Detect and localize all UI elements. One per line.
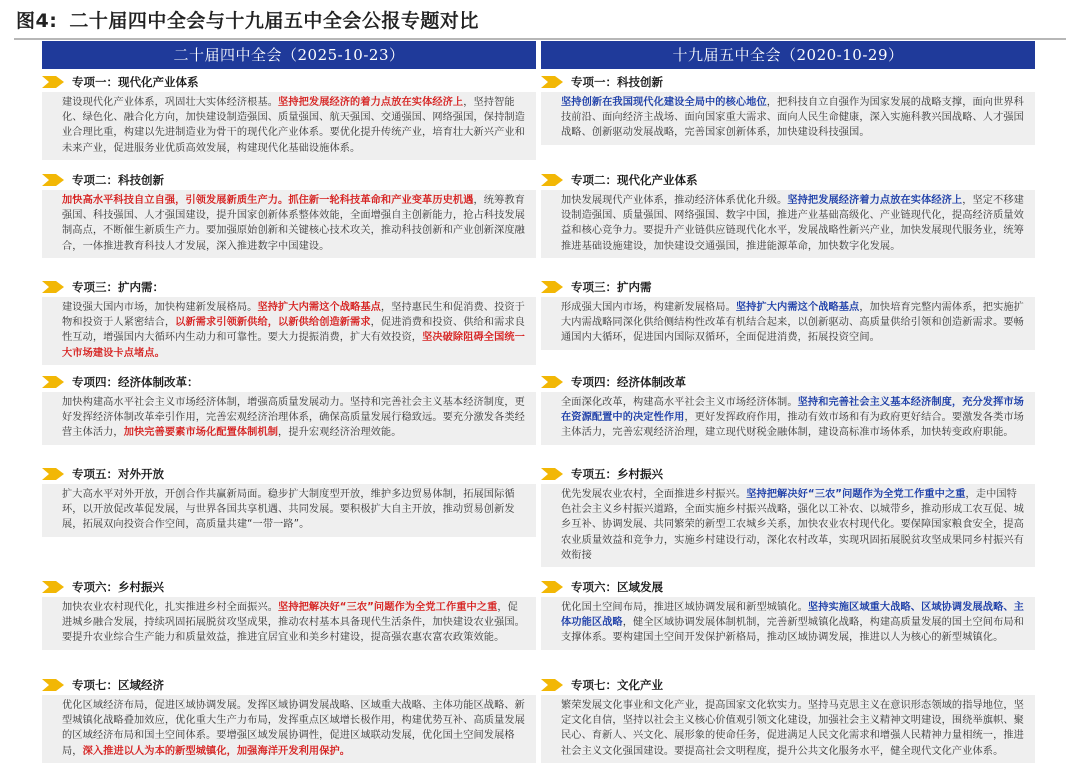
right-column-header: 十九届五中全会（2020-10-29） <box>541 41 1035 69</box>
topic-body <box>541 297 1035 350</box>
highlight-text: 坚持创新在我国现代化建设全局中的核心地位 <box>561 97 767 108</box>
topic-body <box>541 190 1035 258</box>
body-text: ，促进城乡融合发展，持续巩固拓展脱贫攻坚成果，推动农村基本具备现代生活条件，加快建设农业强国。要提升农业综合生产能力和质量效益，推进宜居宜业和美乡村建设，提高强农惠农富农政策效能。 <box>62 602 525 644</box>
topic-heading-text: 专项七：文化产业 <box>571 678 663 692</box>
topic-heading <box>541 72 1035 92</box>
highlight-text: 坚决破除阻碍全国统一大市场建设卡点堵点。 <box>62 332 525 359</box>
right-topic-4 <box>541 372 1035 445</box>
left-topic-5 <box>42 464 536 537</box>
figure-title-text: 二十届四中全会与十九届五中全会公报专题对比 <box>69 10 479 32</box>
body-text: 优先发展农业农村，全面推进乡村振兴。 <box>561 489 747 500</box>
topic-heading-text: 专项二：现代化产业体系 <box>571 173 698 187</box>
chevron-arrow-icon <box>42 174 66 186</box>
topic-heading <box>541 170 1035 190</box>
body-text: ，更好发挥政府作用，推动有效市场和有为政府更好结合。要激发各类市场主体活力，完善宏观经济治理，建立现代财税金融体制，建设高标准市场体系，加快转变政府职能。 <box>561 412 1024 439</box>
body-text: 建设现代化产业体系，巩固壮大实体经济根基。 <box>62 97 279 108</box>
topic-heading-text: 专项六：区域发展 <box>571 580 663 594</box>
body-text: ，加快培育完整内需体系，把实施扩大内需战略同深化供给侧结构性改革有机结合起来，以创新驱动、高质量供给引领和创造新需求。要畅通国内大循环，促进国内国际双循环，全面促进消费，拓展投资空间。 <box>561 302 1024 344</box>
topic-body <box>42 92 536 160</box>
body-text: ，把科技自立自强作为国家发展的战略支撑，面向世界科技前沿、面向经济主战场、面向国家重大需求、面向人民生命健康，深入实施科教兴国战略、人才强国战略、创新驱动发展战略，完善国家创新体系，加快建设科技强国。 <box>561 97 1024 139</box>
topic-heading-text: 专项四：经济体制改革 <box>571 375 686 389</box>
topic-heading-text: 专项七：区域经济 <box>72 678 164 692</box>
left-topic-4 <box>42 372 536 445</box>
topic-heading <box>42 72 536 92</box>
left-topic-7 <box>42 675 536 763</box>
chevron-arrow-icon <box>42 376 66 388</box>
body-text: 全面深化改革，构建高水平社会主义市场经济体制。 <box>561 397 798 408</box>
chevron-arrow-icon <box>541 174 565 186</box>
body-text: ，坚持智能化、绿色化、融合化方向，加快建设制造强国、质量强国、航天强国、交通强国、网络强国，保持制造业合理比重，构建以先进制造业为骨干的现代化产业体系。要优化提升传统产业，培育壮大新兴产业和未来产业，促进服务业优质高效发展，构建现代化基础设施体系。 <box>62 97 525 154</box>
body-text: ，走中国特色社会主义乡村振兴道路，全面实施乡村振兴战略，强化以工补农、以城带乡，推动形成工农互促、城乡互补、协调发展、共同繁荣的新型工农城乡关系，加快农业农村现代化。要保障国家粮食安全，提高农业质量效益和竞争力，实施乡村建设行动，深化农村改革，实现巩固拓展脱贫攻坚成果同乡村振兴有效衔接 <box>561 489 1024 561</box>
body-text: ，坚持惠民生和促消费、投资于物和投资于人紧密结合， <box>62 302 525 329</box>
right-topic-5 <box>541 464 1035 567</box>
body-text: 加快农业农村现代化，扎实推进乡村全面振兴。 <box>62 602 279 613</box>
chevron-arrow-icon <box>541 468 565 480</box>
chevron-arrow-icon <box>541 581 565 593</box>
left-topic-3 <box>42 277 536 365</box>
right-topic-1 <box>541 72 1035 145</box>
left-topic-2 <box>42 170 536 258</box>
right-topic-2 <box>541 170 1035 258</box>
chevron-arrow-icon <box>541 76 565 88</box>
chevron-arrow-icon <box>42 468 66 480</box>
topic-body <box>541 392 1035 445</box>
topic-heading <box>541 464 1035 484</box>
topic-body <box>42 190 536 258</box>
left-topic-6 <box>42 577 536 650</box>
left-topic-1 <box>42 72 536 160</box>
title-divider <box>14 38 1066 40</box>
body-text: 形成强大国内市场，构建新发展格局。 <box>561 302 736 313</box>
highlight-text: 以新需求引领新供给，以新供给创造新需求 <box>175 317 371 329</box>
highlight-text: 坚持扩大内需这个战略基点 <box>257 302 381 313</box>
topic-heading <box>42 675 536 695</box>
topic-heading <box>541 372 1035 392</box>
topic-body <box>42 695 536 763</box>
body-text: ，坚定不移建设制造强国、质量强国、网络强国、数字中国，推进产业基础高级化、产业链现代化，提高经济质量效益和核心竞争力。要提升产业链供应链现代化水平，发展战略性新兴产业，加快发展现代服务业，统筹推进基础设施建设，加快建设交通强国，推进能源革命，加快数字化发展。 <box>561 195 1024 252</box>
topic-heading <box>541 277 1035 297</box>
topic-body <box>541 695 1035 763</box>
highlight-text: 坚持扩大内需这个战略基点 <box>735 302 860 313</box>
body-text: 加快构建高水平社会主义市场经济体制，增强高质量发展动力。坚持和完善社会主义基本经济制度，更好发挥经济体制改革牵引作用，完善宏观经济治理体系，确保高质量发展行稳致远。要充分激发各类经营主体活力， <box>62 397 525 439</box>
body-text: 优化国土空间布局，推进区域协调发展和新型城镇化。 <box>561 602 808 613</box>
right-topic-3 <box>541 277 1035 350</box>
highlight-text: 坚持和完善社会主义基本经济制度，充分发挥市场在资源配置中的决定性作用 <box>561 397 1024 424</box>
topic-heading <box>42 372 536 392</box>
topic-heading-text: 专项三：扩内需 <box>571 280 652 294</box>
right-topic-7 <box>541 675 1035 763</box>
highlight-text: 坚持把解决好“三农”问题作为全党工作重中之重 <box>278 602 498 613</box>
topic-heading <box>42 464 536 484</box>
highlight-text: 加快高水平科技自立自强，引领发展新质生产力。抓住新一轮科技革命和产业变革历史机遇 <box>62 195 474 206</box>
topic-body <box>541 92 1035 145</box>
body-text: 建设强大国内市场，加快构建新发展格局。 <box>62 302 258 313</box>
highlight-text: 坚持把解决好“三农”问题作为全党工作重中之重 <box>746 489 966 500</box>
body-text: ，促进消费和投资、供给和需求良性互动，增强国内大循环内生动力和可靠性。要大力提振消费，扩大有效投资， <box>62 317 525 344</box>
highlight-text: 坚持把发展经济着力点放在实体经济上 <box>787 195 963 206</box>
chevron-arrow-icon <box>42 679 66 691</box>
chevron-arrow-icon <box>42 76 66 88</box>
topic-body <box>42 484 536 537</box>
topic-heading-text: 专项二：科技创新 <box>72 173 164 187</box>
body-text: 扩大高水平对外开放，开创合作共赢新局面。稳步扩大制度型开放，维护多边贸易体制，拓展国际循环，以开放促改革促发展，与世界各国共享机遇、共同发展。要积极扩大自主开放，推动贸易创新发展，拓展双向投资合作空间，高质量共建“一带一路”。 <box>62 489 515 531</box>
topic-body <box>541 484 1035 567</box>
chevron-arrow-icon <box>42 281 66 293</box>
topic-heading <box>541 675 1035 695</box>
chevron-arrow-icon <box>42 581 66 593</box>
highlight-text: 加快完善要素市场化配置体制机制 <box>123 427 279 439</box>
topic-body <box>42 597 536 650</box>
topic-heading <box>541 577 1035 597</box>
topic-heading <box>42 277 536 297</box>
topic-heading-text: 专项四：经济体制改革： <box>72 375 199 389</box>
highlight-text: 坚持实施区域重大战略、区域协调发展战略、主体功能区战略 <box>561 602 1024 629</box>
topic-heading-text: 专项一：科技创新 <box>571 75 663 89</box>
body-text: 加快发展现代产业体系，推动经济体系优化升级。 <box>561 195 788 206</box>
right-topic-6 <box>541 577 1035 650</box>
topic-heading-text: 专项五：乡村振兴 <box>571 467 663 481</box>
figure-label: 图4: <box>16 10 58 32</box>
body-text: ，统筹教育强国、科技强国、人才强国建设，提升国家创新体系整体效能，全面增强自主创新能力，抢占科技发展制高点，不断催生新质生产力。要加强原始创新和关键核心技术攻关，推动科技创新和产业创新深度融合，一体推进教育科技人才发展，深入推进数字中国建设。 <box>62 195 525 252</box>
topic-body <box>42 392 536 445</box>
chevron-arrow-icon <box>541 376 565 388</box>
highlight-text: 深入推进以人为本的新型城镇化，加强海洋开发利用保护。 <box>82 745 351 757</box>
topic-body <box>541 597 1035 650</box>
body-text: 优化区域经济布局，促进区域协调发展。发挥区域协调发展战略、区域重大战略、主体功能区战略、新型城镇化战略叠加效应，优化重大生产力布局，发挥重点区域增长极作用，构建优势互补、高质量发展的区域经济布局和国土空间体系。要增强区域发展协调性，促进区域联动发展，优化国土空间发展格局， <box>62 700 525 757</box>
topic-heading <box>42 577 536 597</box>
topic-body <box>42 297 536 365</box>
figure-title <box>16 6 479 33</box>
topic-heading <box>42 170 536 190</box>
topic-heading-text: 专项三：扩内需： <box>72 280 164 294</box>
highlight-text: 坚持把发展经济的着力点放在实体经济上 <box>278 97 464 108</box>
chevron-arrow-icon <box>541 281 565 293</box>
topic-heading-text: 专项一：现代化产业体系 <box>72 75 199 89</box>
body-text: ，健全区域协调发展体制机制，完善新型城镇化战略，构建高质量发展的国土空间布局和支撑体系。要构建国土空间开发保护新格局，推动区域协调发展，推进以人为核心的新型城镇化。 <box>561 617 1024 644</box>
left-column-header: 二十届四中全会（2025-10-23） <box>42 41 536 69</box>
topic-heading-text: 专项五：对外开放 <box>72 467 164 481</box>
body-text: 繁荣发展文化事业和文化产业，提高国家文化软实力。坚持马克思主义在意识形态领域的指导地位，坚定文化自信，坚持以社会主义核心价值观引领文化建设，加强社会主义精神文明建设，围绕举旗帜、聚民心、育新人、兴文化、展形象的使命任务，促进满足人民文化需求和增强人民精神力量相统一，推进社会主义文化强国建设。要提高社会文明程度，提升公共文化服务水平，健全现代文化产业体系。 <box>561 700 1024 757</box>
topic-heading-text: 专项六：乡村振兴 <box>72 580 164 594</box>
body-text: ，提升宏观经济治理效能。 <box>278 427 402 439</box>
chevron-arrow-icon <box>541 679 565 691</box>
